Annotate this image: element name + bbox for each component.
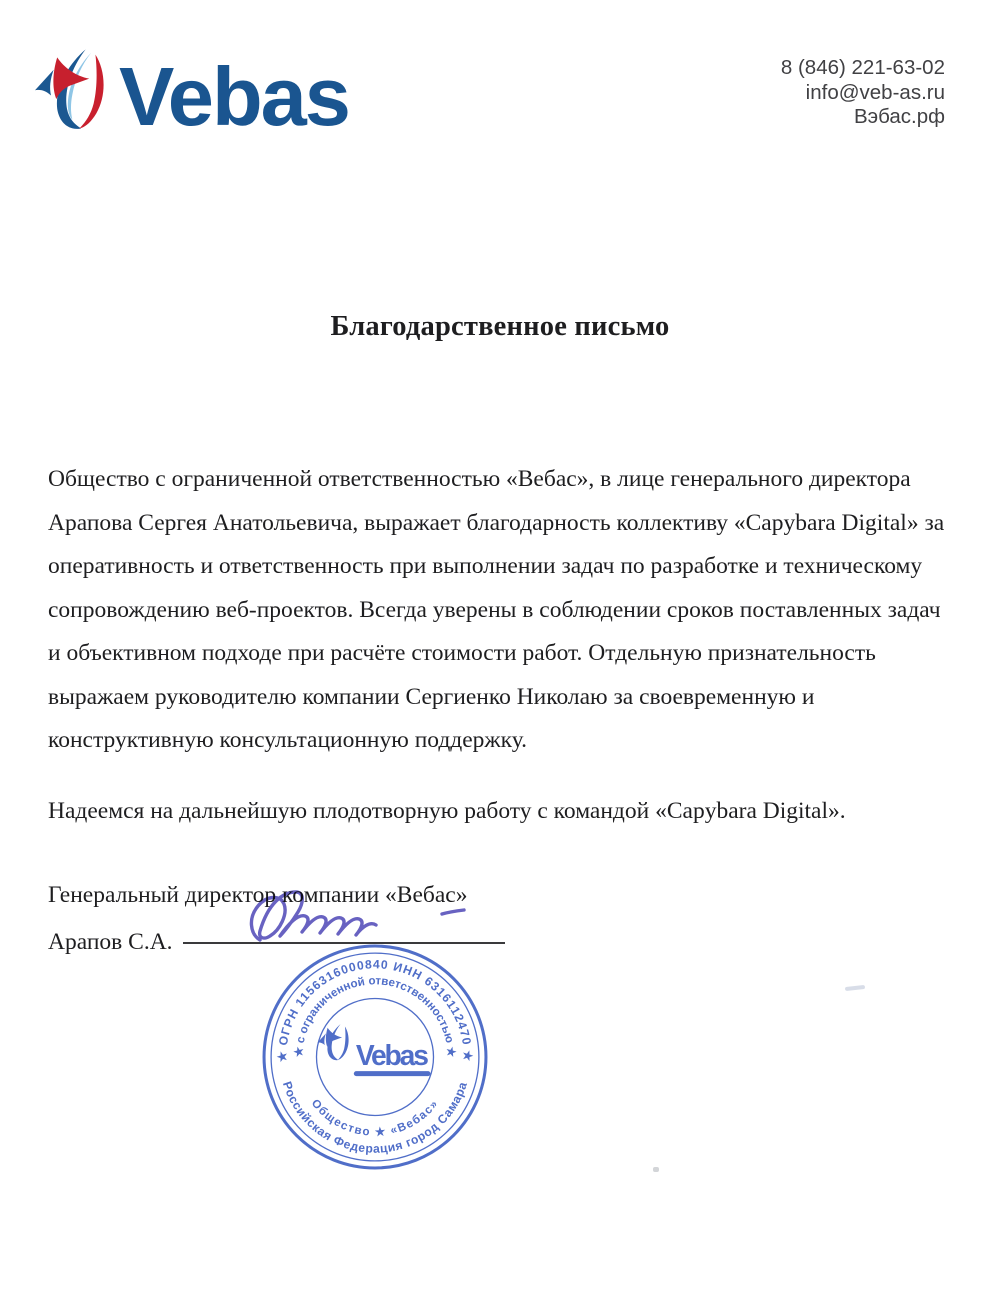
body-line: сопровождению веб-проектов. Всегда уверены в соблюдении сроков поставленных задач: [48, 596, 941, 623]
letter-body: [48, 458, 963, 763]
stamp-center-logo: [318, 1024, 431, 1076]
body-line: и объективном подходе при расчёте стоимости работ. Отдельную признательность: [48, 640, 876, 666]
body-line: Общество с ограниченной ответственностью «Вебас», в лице генерального директора: [48, 466, 911, 492]
body-line: Арапова Сергея Анатольевича, выражает благодарность коллективу «Capybara Digital» за: [48, 509, 945, 536]
stamp-outer-bottom-text: Российская Федерация город Самара: [279, 1079, 471, 1156]
scan-speck: [845, 985, 865, 991]
scan-speck: [653, 1167, 659, 1172]
body-line: конструктивную консультационную поддержку.: [48, 727, 528, 753]
email-address: info@veb-as.ru: [805, 80, 945, 104]
logo-wordmark: Vebas: [119, 50, 349, 143]
company-stamp: [259, 941, 491, 1173]
body-line: оперативность и ответственность при выполнении задач по разработке и техническому: [48, 553, 923, 579]
signoff-name: Арапов С.А.: [48, 929, 173, 955]
stamp-center-word: Vebas: [355, 1039, 429, 1072]
stamp-inner-top-text: ★ с ограниченной ответственностью ★: [292, 974, 458, 1058]
stamp-outer-top-text: ★ ОГРН 1156316000840 ИНН 6316112470 ★: [275, 957, 475, 1063]
body-line: выражаем руководителю компании Сергиенко Николаю за своевременную и: [48, 683, 815, 710]
letter-title: Благодарственное письмо: [330, 311, 670, 342]
website: Вэбас.рф: [853, 105, 945, 128]
contact-block: [781, 56, 945, 130]
closing-line: Надеемся на дальнейшую плодотворную работу с командой «Capybara Digital».: [48, 798, 846, 824]
vebas-bird-icon: [35, 43, 115, 141]
stamp-inner-bottom-text: Общество ★ «Вебас»: [308, 1096, 442, 1139]
signoff-role: Генеральный директор компании «Вебас»: [48, 882, 468, 908]
phone-number: 8 (846) 221-63-02: [780, 56, 945, 79]
company-logo: [35, 43, 349, 141]
